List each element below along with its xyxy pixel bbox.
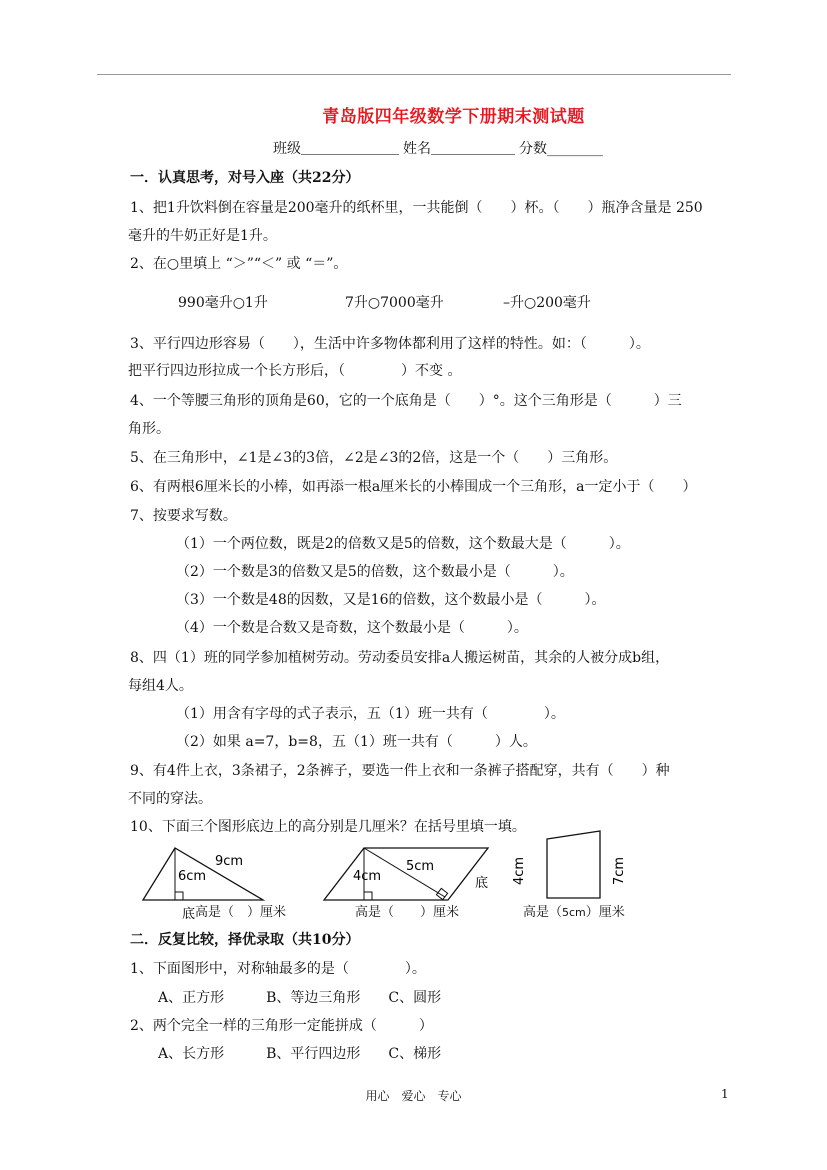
class-field: 班级＿＿＿＿＿＿＿: [273, 141, 399, 157]
q9-line1: 9、有4件上衣，3条裙子，2条裤子，要选一件上衣和一条裤子搭配穿，共有（ ）种: [130, 763, 670, 779]
score-field: 分数________: [519, 141, 603, 157]
trapezoid-shape: [547, 831, 600, 898]
right-angle-mark-2: [436, 888, 447, 899]
figure-parallelogram: [320, 840, 500, 910]
fig3-label-5cm: 5cm: [562, 906, 586, 919]
q7-2: （2）一个数是3的倍数又是5的倍数，这个数最小是（ ）。: [176, 564, 574, 580]
footer-motto: 用心 爱心 专心: [365, 1089, 462, 1103]
q2-b: 7升○7000毫升: [345, 295, 444, 311]
q1-line1: 1、把1升饮料倒在容量是200毫升的纸杯里，一共能倒（ ）杯。（ ）瓶净含量是 250: [130, 200, 703, 216]
fig1-answer: 高是（ ）厘米: [195, 905, 287, 920]
q8-1: （1）用含有字母的式子表示，五（1）班一共有（ ）。: [176, 706, 565, 722]
q6: 6、有两根6厘米长的小棒，如再添一根a厘米长的小棒围成一个三角形，a一定小于（ ）: [130, 479, 697, 495]
q4-line2: 角形。: [128, 421, 170, 437]
fig3-answer-pre: 高是（: [523, 905, 563, 920]
q9-line2: 不同的穿法。: [128, 791, 212, 807]
q1-line2: 毫升的牛奶正好是1升。: [128, 228, 277, 244]
s2-q1-options: A、正方形 B、等边三角形 C、圆形: [158, 990, 442, 1006]
label-5cm: 5cm: [406, 859, 435, 874]
q7-3: （3）一个数是48的因数，又是16的倍数，这个数最小是（ ）。: [176, 592, 606, 608]
q7-4: （4）一个数是合数又是奇数，这个数最小是（ ）。: [176, 620, 528, 636]
page-number: 1: [721, 1087, 729, 1101]
q5: 5、在三角形中，∠1是∠3的3倍，∠2是∠3的2倍，这是一个（ ）三角形。: [130, 450, 618, 466]
fig2-answer: 高是（ ）厘米: [355, 905, 460, 920]
q8-2: （2）如果 a=7，b=8，五（1）班一共有（ ）人。: [176, 734, 537, 750]
parallelogram-shape: [324, 848, 488, 900]
q4-line1: 4、一个等腰三角形的顶角是60，它的一个底角是（ ）°。这个三角形是（ ）三: [130, 393, 682, 409]
right-angle-mark: [364, 892, 372, 900]
figure-trapezoid: [505, 825, 635, 905]
fig3-answer: [523, 901, 625, 920]
label-6cm: 6cm: [178, 869, 207, 884]
name-field: 姓名＿＿＿＿＿＿: [403, 141, 515, 157]
q2-c: –升○200毫升: [503, 295, 591, 311]
s2-q1: 1、下面图形中，对称轴最多的是（ ）。: [130, 961, 426, 977]
q8-line1: 8、四（1）班的同学参加植树劳动。劳动委员安排a人搬运树苗，其余的人被分成b组，: [130, 650, 670, 666]
q7-1: （1）一个两位数，既是2的倍数又是5的倍数，这个数最大是（ ）。: [176, 536, 630, 552]
right-angle-mark: [175, 892, 183, 900]
s2-q2-options: A、长方形 B、平行四边形 C、梯形: [158, 1046, 442, 1062]
q7: 7、按要求写数。: [130, 508, 237, 524]
label-7cm: 7cm: [612, 856, 627, 885]
header-rule: [97, 74, 731, 75]
q3-line1: 3、平行四边形容易（ ），生活中许多物体都利用了这样的特性。如：（ ）。: [130, 336, 650, 352]
label-4cm: 4cm: [512, 856, 527, 885]
s2-q2: 2、两个完全一样的三角形一定能拼成（ ）: [130, 1018, 433, 1034]
q10: 10、下面三个图形底边上的高分别是几厘米？在括号里填一填。: [130, 819, 526, 835]
label-9cm: 9cm: [215, 854, 244, 869]
q3-line2: 把平行四边形拉成一个长方形后，（ ）不变 。: [128, 363, 462, 379]
fig3-answer-post: ）厘米: [585, 905, 625, 920]
label-base: 底: [475, 876, 489, 891]
q2: 2、在○里填上 “＞”“＜” 或 “＝”。: [130, 256, 348, 272]
label-4cm: 4cm: [353, 869, 382, 884]
section2-heading: 二．反复比较，择优录取（共10分）: [130, 932, 360, 948]
label-base: 底: [182, 907, 196, 920]
page-title: 青岛版四年级数学下册期末测试题: [322, 107, 585, 127]
q2-a: 990毫升○1升: [178, 295, 268, 311]
section1-heading: 一．认真思考，对号入座（共22分）: [130, 170, 360, 186]
q8-line2: 每组4人。: [128, 678, 193, 694]
